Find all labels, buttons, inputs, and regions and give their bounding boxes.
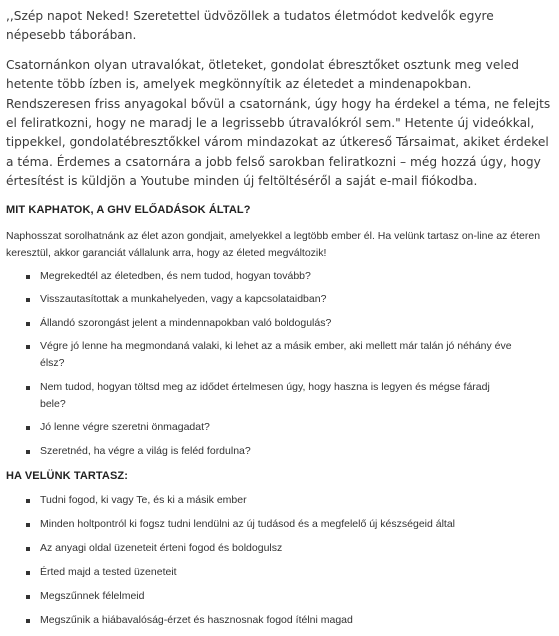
list-item-text: Állandó szorongást jelent a mindennapokban való boldogulás? bbox=[40, 316, 332, 329]
bullet-icon bbox=[26, 345, 30, 349]
bullet-icon bbox=[26, 595, 30, 599]
bullet-icon bbox=[26, 322, 30, 326]
list-item bbox=[6, 379, 556, 413]
article-content bbox=[6, 0, 556, 636]
list-item-text: Megszűnnek félelmeid bbox=[40, 589, 145, 602]
list-item-text: Érted majd a tested üzeneteit bbox=[40, 565, 177, 578]
list-item bbox=[6, 315, 556, 332]
question-list bbox=[6, 268, 556, 460]
section-lead-paragraph: Naphosszat sorolhatnánk az élet azon gondjait, amelyekkel a legtöbb ember él. Ha velünk tartasz on-line az éteren keresztül, akkor garanciát vállalunk arra, hogy az életed megváltozik! bbox=[6, 229, 541, 259]
list-item-text: Megszűnik a hiábavalóság-érzet és hasznosnak fogod ítélni magad bbox=[40, 613, 353, 626]
list-item-text: Visszautasítottak a munkahelyeden, vagy a kapcsolataidban? bbox=[40, 293, 327, 306]
bullet-icon bbox=[26, 275, 30, 279]
intro-section bbox=[6, 7, 556, 192]
bullet-icon bbox=[26, 426, 30, 430]
list-item bbox=[6, 588, 556, 605]
list-item-text: Minden holtpontról ki fogsz tudni lendülni az új tudásod és a megfelelő új készségeid által bbox=[40, 517, 456, 530]
list-item bbox=[6, 540, 556, 557]
list-item bbox=[6, 291, 556, 308]
section-heading-with-us: HA VELÜNK TARTASZ: bbox=[6, 469, 128, 482]
list-item bbox=[6, 268, 556, 285]
bullet-icon bbox=[26, 619, 30, 623]
list-item bbox=[6, 612, 556, 629]
list-item-text: Az anyagi oldal üzeneteit érteni fogod és boldogulsz bbox=[40, 541, 283, 554]
bullet-icon bbox=[26, 450, 30, 454]
list-item-text: Tudni fogod, ki vagy Te, és ki a másik ember bbox=[40, 493, 247, 506]
intro-paragraph-2: Csatornánkon olyan utravalókat, ötleteket, gondolat ébresztőket osztunk meg veled hetente több ízben is, amelyek megkönnyítik az életedet a mindenapokban. Rendszeresen friss anyagokal bővül a csatornánk, úgy hogy ha érdekel a téma, ne felejts el feliratkozni, hogy ne maradj le a legrissebb útravalókról sem." Hetente új videókkal, tippekkel, gondolatébresztőkkel várom mindazokat az útkereső Társaimat, akiket érdekel a téma. Érdemes a csatornára a jobb felső sarokban feliratkozni – még hozzá úgy, hogy értesítést is küldjön a Youtube minden új feltöltéséről a saját e-mail fiókodba. bbox=[6, 57, 551, 189]
bullet-icon bbox=[26, 571, 30, 575]
bullet-icon bbox=[26, 499, 30, 503]
intro-paragraph-1: ,,Szép napot Neked! Szeretettel üdvözöllek a tudatos életmódot kedvelők egyre népesebb táborában. bbox=[6, 9, 494, 43]
list-item bbox=[6, 516, 556, 533]
list-item-text: Nem tudod, hogyan töltsd meg az idődet értelmesen úgy, hogy haszna is legyen és mégse fáradj bele? bbox=[40, 380, 490, 410]
list-item-text: Megrekedtél az életedben, és nem tudod, hogyan tovább? bbox=[40, 269, 311, 282]
list-item bbox=[6, 338, 556, 372]
list-item bbox=[6, 443, 556, 460]
list-item bbox=[6, 492, 556, 509]
bullet-icon bbox=[26, 298, 30, 302]
list-item-text: Jó lenne végre szeretni önmagadat? bbox=[40, 421, 210, 434]
section-heading-benefits: MIT KAPHATOK, A GHV ELŐADÁSOK ÁLTAL? bbox=[6, 203, 251, 216]
bullet-icon bbox=[26, 547, 30, 551]
list-item bbox=[6, 419, 556, 436]
benefit-list bbox=[6, 492, 556, 629]
list-item bbox=[6, 564, 556, 581]
list-item-text: Végre jó lenne ha megmondaná valaki, ki lehet az a másik ember, aki mellett már talán jó néhány éve élsz? bbox=[40, 340, 512, 370]
list-item-text: Szeretnéd, ha végre a világ is feléd fordulna? bbox=[40, 444, 251, 457]
bullet-icon bbox=[26, 386, 30, 390]
bullet-icon bbox=[26, 523, 30, 527]
